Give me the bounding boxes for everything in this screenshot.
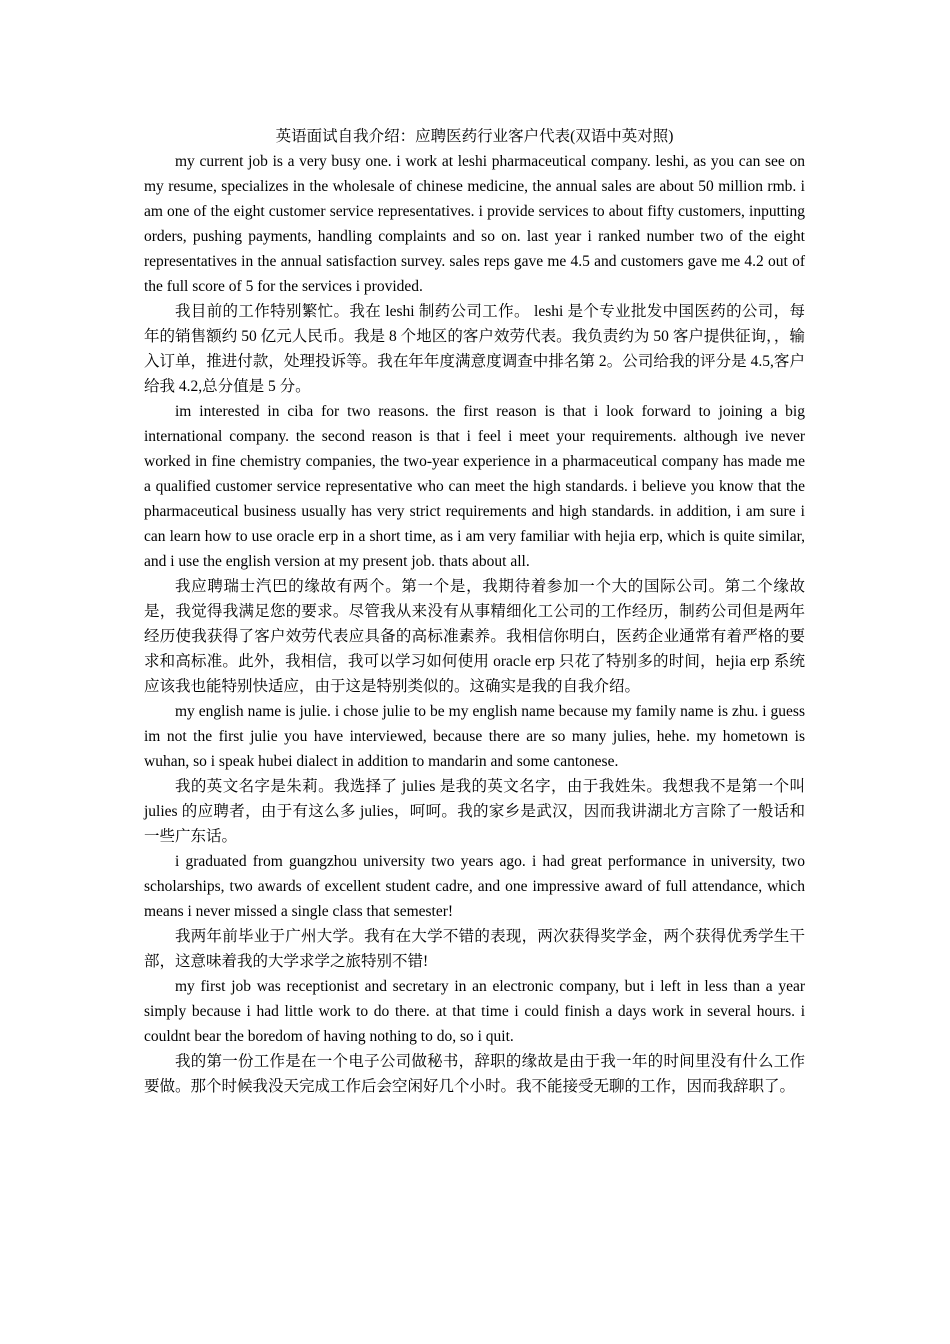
paragraph-zh-ciba-reasons: 我应聘瑞士汽巴的缘故有两个。第一个是，我期待着参加一个大的国际公司。第二个缘故是，我觉得我满足您的要求。尽管我从来没有从事精细化工公司的工作经历，制药公司但是两年经历使我获得了客户效劳代表应具备的高标准素养。我相信你明白，医药企业通常有着严格的要求和高标准。此外，我相信，我可以学习如何使用 oracle erp 只花了特别多的时间，hejia erp 系统应该我也能特别快适应，由于这是特别类似的。这确实是我的自我介绍。 <box>144 578 805 695</box>
paragraph-en-first-job: my first job was receptionist and secretary in an electronic company, but i left in less than a year simply because i had little work to do there. at that time i could finish a days work in several hours. i couldnt bear the boredom of having nothing to do, so i quit. <box>144 978 805 1045</box>
paragraph-en-university: i graduated from guangzhou university two years ago. i had great performance in university, two scholarships, two awards of excellent student cadre, and one impressive award of full attendance, which means i never missed a single class that semester! <box>144 853 805 920</box>
paragraph-zh-current-job: 我目前的工作特别繁忙。我在 leshi 制药公司工作。 leshi 是个专业批发中国医药的公司，每年的销售额约 50 亿元人民币。我是 8 个地区的客户效劳代表。我负责约为 50 客户提供征询，，输入订单，推进付款，处理投诉等。我在年年度满意度调查中排名第 2。公司给我的评分是 4.5,客户给我 4.2,总分值是 5 分。 <box>144 303 805 395</box>
paragraph-zh-university: 我两年前毕业于广州大学。我有在大学不错的表现，两次获得奖学金，两个获得优秀学生干部，这意味着我的大学求学之旅特别不错! <box>144 928 805 970</box>
paragraph-zh-first-job: 我的第一份工作是在一个电子公司做秘书，辞职的缘故是由于我一年的时间里没有什么工作要做。那个时候我没天完成工作后会空闲好几个小时。我不能接受无聊的工作，因而我辞职了。 <box>144 1053 805 1095</box>
paragraph-en-ciba-reasons: im interested in ciba for two reasons. the first reason is that i look forward to joining a big international company. the second reason is that i feel i meet your requirements. although ive never worked in fine chemistry companies, the two-year experience in a pharmaceutical company has made me a qualified customer service representative who can meet the high standards. i believe you know that the pharmaceutical business usually has very strict requirements and high standards. in addition, i am sure i can learn how to use oracle erp in a short time, as i am very familiar with hejia erp, which is quite similar, and i use the english version at my present job. thats about all. <box>144 403 805 570</box>
document-title: 英语面试自我介绍：应聘医药行业客户代表(双语中英对照) <box>275 128 674 145</box>
paragraph-en-english-name: my english name is julie. i chose julie to be my english name because my family name is zhu. i guess im not the first julie you have interviewed, because there are so many julies, hehe. my hometown is wuhan, so i speak hubei dialect in addition to mandarin and some cantonese. <box>144 703 805 770</box>
document-body <box>144 124 805 1099</box>
paragraph-zh-english-name: 我的英文名字是朱莉。我选择了 julies 是我的英文名字，由于我姓朱。我想我不是第一个叫 julies 的应聘者，由于有这么多 julies，呵呵。我的家乡是武汉，因而我讲湖北方言除了一般话和一些广东话。 <box>144 778 805 845</box>
paragraph-en-current-job: my current job is a very busy one. i work at leshi pharmaceutical company. leshi, as you can see on my resume, specializes in the wholesale of chinese medicine, the annual sales are about 50 million rmb. i am one of the eight customer service representatives. i provide services to about fifty customers, inputting orders, pushing payments, handling complaints and so on. last year i ranked number two of the eight representatives in the annual satisfaction survey. sales reps gave me 4.5 and customers gave me 4.2 out of the full score of 5 for the services i provided. <box>144 153 805 295</box>
